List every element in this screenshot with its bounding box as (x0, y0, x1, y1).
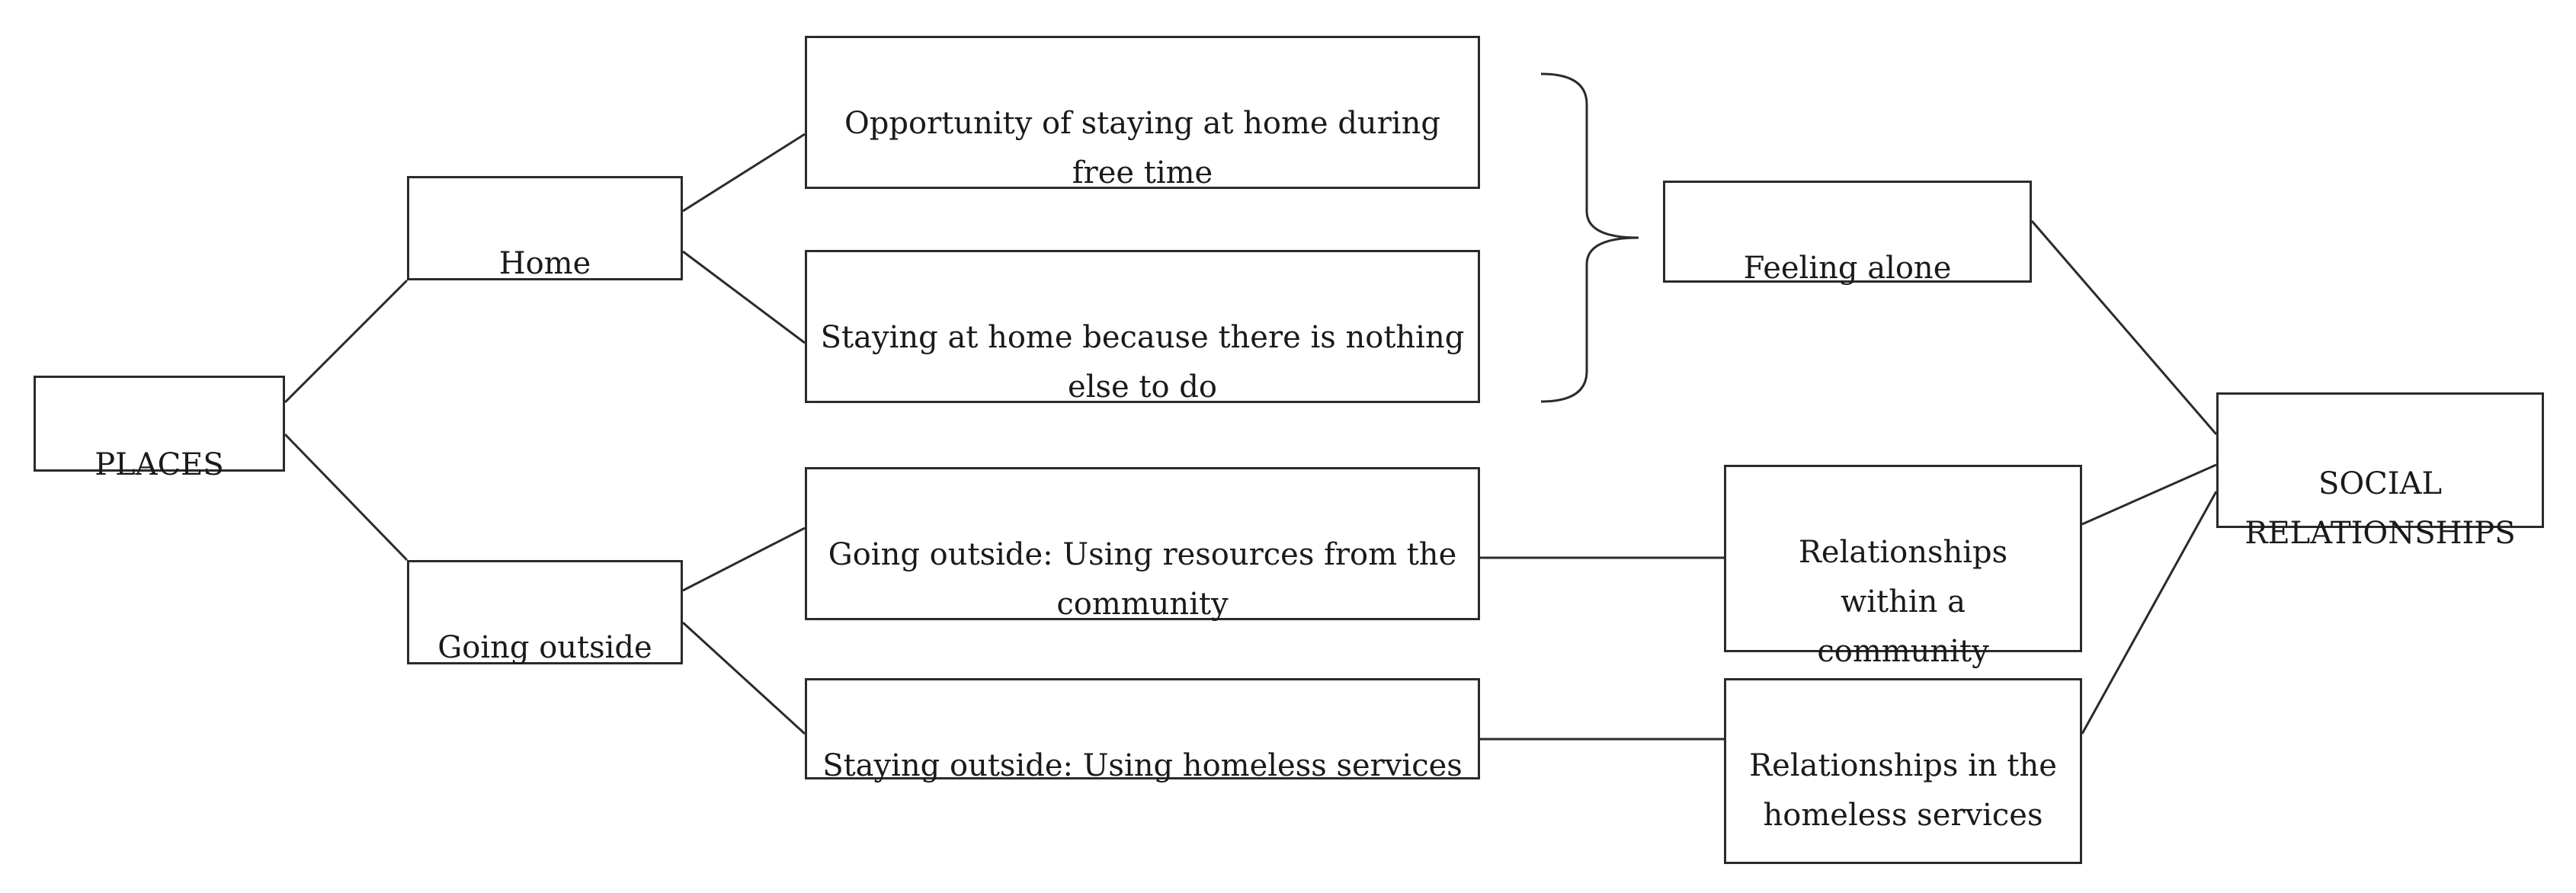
relationships-community-node (1724, 465, 2082, 669)
going-outside-label: Going outside (437, 630, 652, 665)
places-node (34, 376, 285, 482)
edge-home-staying (683, 251, 805, 343)
brace-to-feeling-alone (1541, 74, 1639, 402)
social-relationships-label: SOCIAL RELATIONSHIPS (2244, 466, 2516, 551)
edge-homeless-social (2082, 491, 2216, 734)
edge-places-going-outside (285, 434, 407, 560)
social-relationships-node (2216, 392, 2544, 551)
opportunity-staying-home-label: Opportunity of staying at home during free time (844, 106, 1440, 190)
feeling-alone-node (1663, 181, 2032, 286)
home-label: Home (498, 246, 591, 281)
edge-outside-community (683, 528, 805, 591)
edge-places-home (285, 280, 407, 402)
edge-home-opportunity (683, 134, 805, 211)
opportunity-staying-home-node (805, 36, 1480, 189)
relationships-homeless-label: Relationships in the homeless services (1749, 748, 2057, 833)
home-node (407, 176, 683, 280)
relationships-homeless-node (1724, 678, 2082, 864)
going-outside-community-node (805, 467, 1480, 620)
places-label: PLACES (95, 447, 224, 482)
feeling-alone-label: Feeling alone (1743, 251, 1952, 286)
going-outside-node (407, 560, 683, 664)
staying-home-nothing-node (805, 250, 1480, 403)
going-outside-community-label: Going outside: Using resources from the community (828, 537, 1457, 622)
staying-outside-homeless-label: Staying outside: Using homeless services (822, 748, 1463, 783)
edge-feeling-alone-social (2032, 221, 2216, 434)
relationships-community-label: Relationships within a community (1798, 535, 2008, 669)
staying-outside-homeless-node (805, 678, 1480, 783)
edge-community-social (2082, 465, 2216, 524)
edge-outside-homeless (683, 623, 805, 734)
staying-home-nothing-label: Staying at home because there is nothing else to do (820, 320, 1465, 405)
